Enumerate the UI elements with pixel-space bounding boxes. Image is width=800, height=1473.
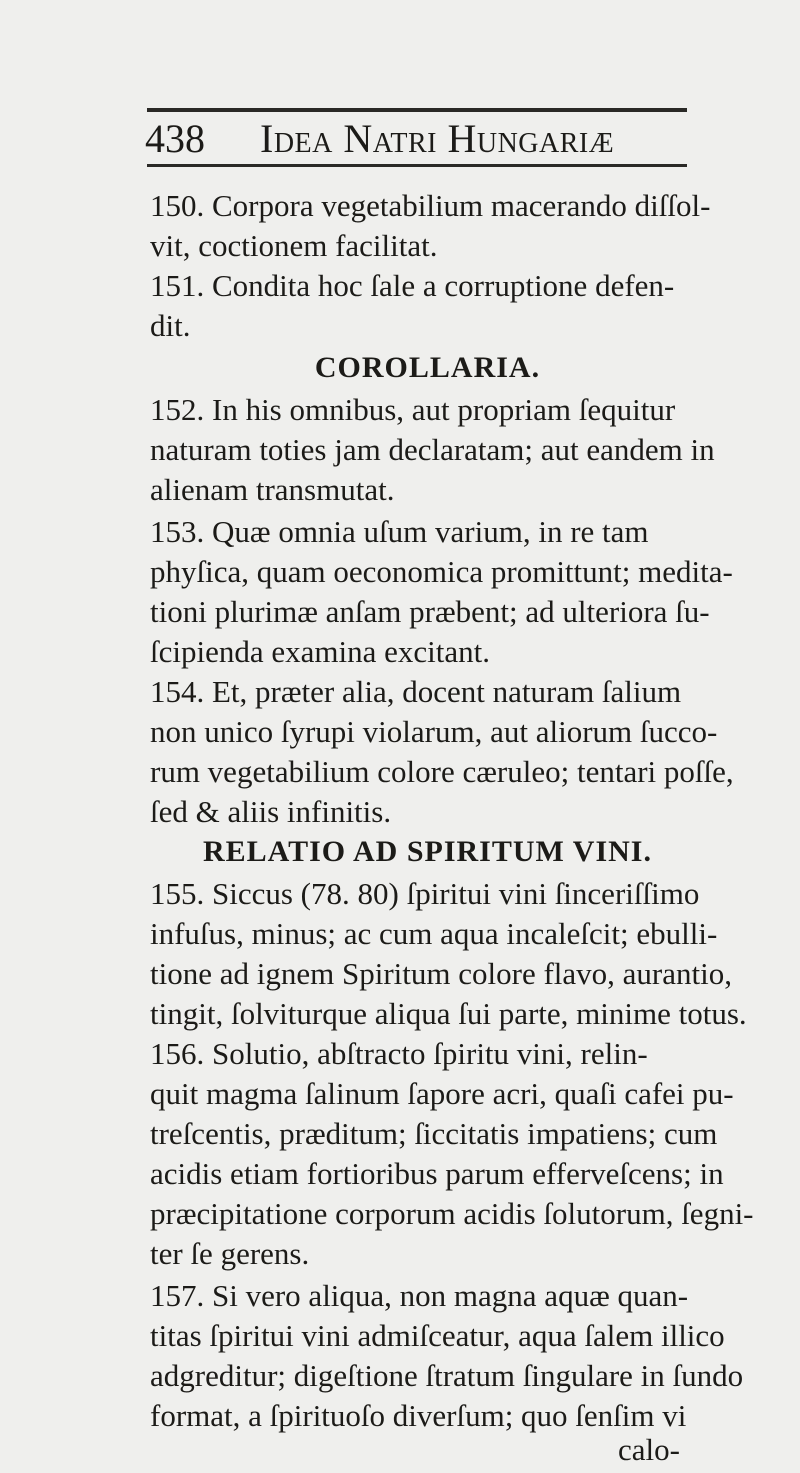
- header-top-rule: [147, 108, 687, 112]
- page-number: 438: [145, 116, 205, 161]
- text-line: phyſica, quam oeconomica promittunt; medita-: [150, 554, 733, 589]
- text-line: adgreditur; digeſtione ſtratum ſingulare in ſundo: [150, 1358, 744, 1393]
- text-line: titas ſpiritui vini admiſceatur, aqua ſalem illico: [150, 1318, 725, 1353]
- section-heading: RELATIO AD SPIRITUM VINI.: [203, 835, 652, 868]
- text-line: 154. Et, præter alia, docent naturam ſalium: [150, 674, 682, 709]
- running-title: Idea Natri Hungariæ: [260, 116, 615, 161]
- running-header: [145, 116, 705, 162]
- text-line: ſed & aliis infinitis.: [150, 794, 392, 829]
- text-line: 151. Condita hoc ſale a corruptione defen-: [150, 268, 675, 303]
- text-line: acidis etiam fortioribus parum efferveſcens; in: [150, 1156, 724, 1191]
- section-heading: COROLLARIA.: [314, 351, 541, 384]
- text-line: 157. Si vero aliqua, non magna aquæ quan-: [150, 1278, 689, 1313]
- text-line: ſcipienda examina excitant.: [150, 634, 490, 669]
- text-line: format, a ſpirituoſo diverſum; quo ſenſim vi: [150, 1398, 687, 1433]
- text-line: rum vegetabilium colore cæruleo; tentari poſſe,: [150, 754, 734, 789]
- text-line: præcipitatione corporum acidis ſolutorum, ſegni-: [150, 1196, 754, 1231]
- catchword: calo-: [618, 1432, 680, 1467]
- text-line: non unico ſyrupi violarum, aut aliorum ſucco-: [150, 714, 718, 749]
- text-line: tioni plurimæ anſam præbent; ad ulteriora ſu-: [150, 594, 710, 629]
- text-line: 150. Corpora vegetabilium macerando diſſol-: [150, 188, 711, 223]
- text-line: dit.: [150, 308, 191, 343]
- text-line: vit, coctionem facilitat.: [150, 228, 438, 263]
- text-line: quit magma ſalinum ſapore acri, quaſi cafei pu-: [150, 1076, 734, 1111]
- text-line: 155. Siccus (78. 80) ſpiritui vini ſinceriſſimo: [150, 876, 700, 911]
- text-line: tione ad ignem Spiritum colore flavo, aurantio,: [150, 956, 732, 991]
- text-line: ter ſe gerens.: [150, 1236, 310, 1271]
- text-line: 156. Solutio, abſtracto ſpiritu vini, relin-: [150, 1036, 648, 1071]
- text-line: naturam toties jam declaratam; aut eandem in: [150, 432, 715, 467]
- text-line: treſcentis, præditum; ſiccitatis impatiens; cum: [150, 1116, 718, 1151]
- header-bottom-rule: [147, 164, 687, 167]
- text-line: infuſus, minus; ac cum aqua incaleſcit; ebulli-: [150, 916, 718, 951]
- text-line: 152. In his omnibus, aut propriam ſequitur: [150, 392, 676, 427]
- text-line: alienam transmutat.: [150, 472, 395, 507]
- text-line: 153. Quæ omnia uſum varium, in re tam: [150, 514, 649, 549]
- text-line: tingit, ſolviturque aliqua ſui parte, minime totus.: [150, 996, 747, 1031]
